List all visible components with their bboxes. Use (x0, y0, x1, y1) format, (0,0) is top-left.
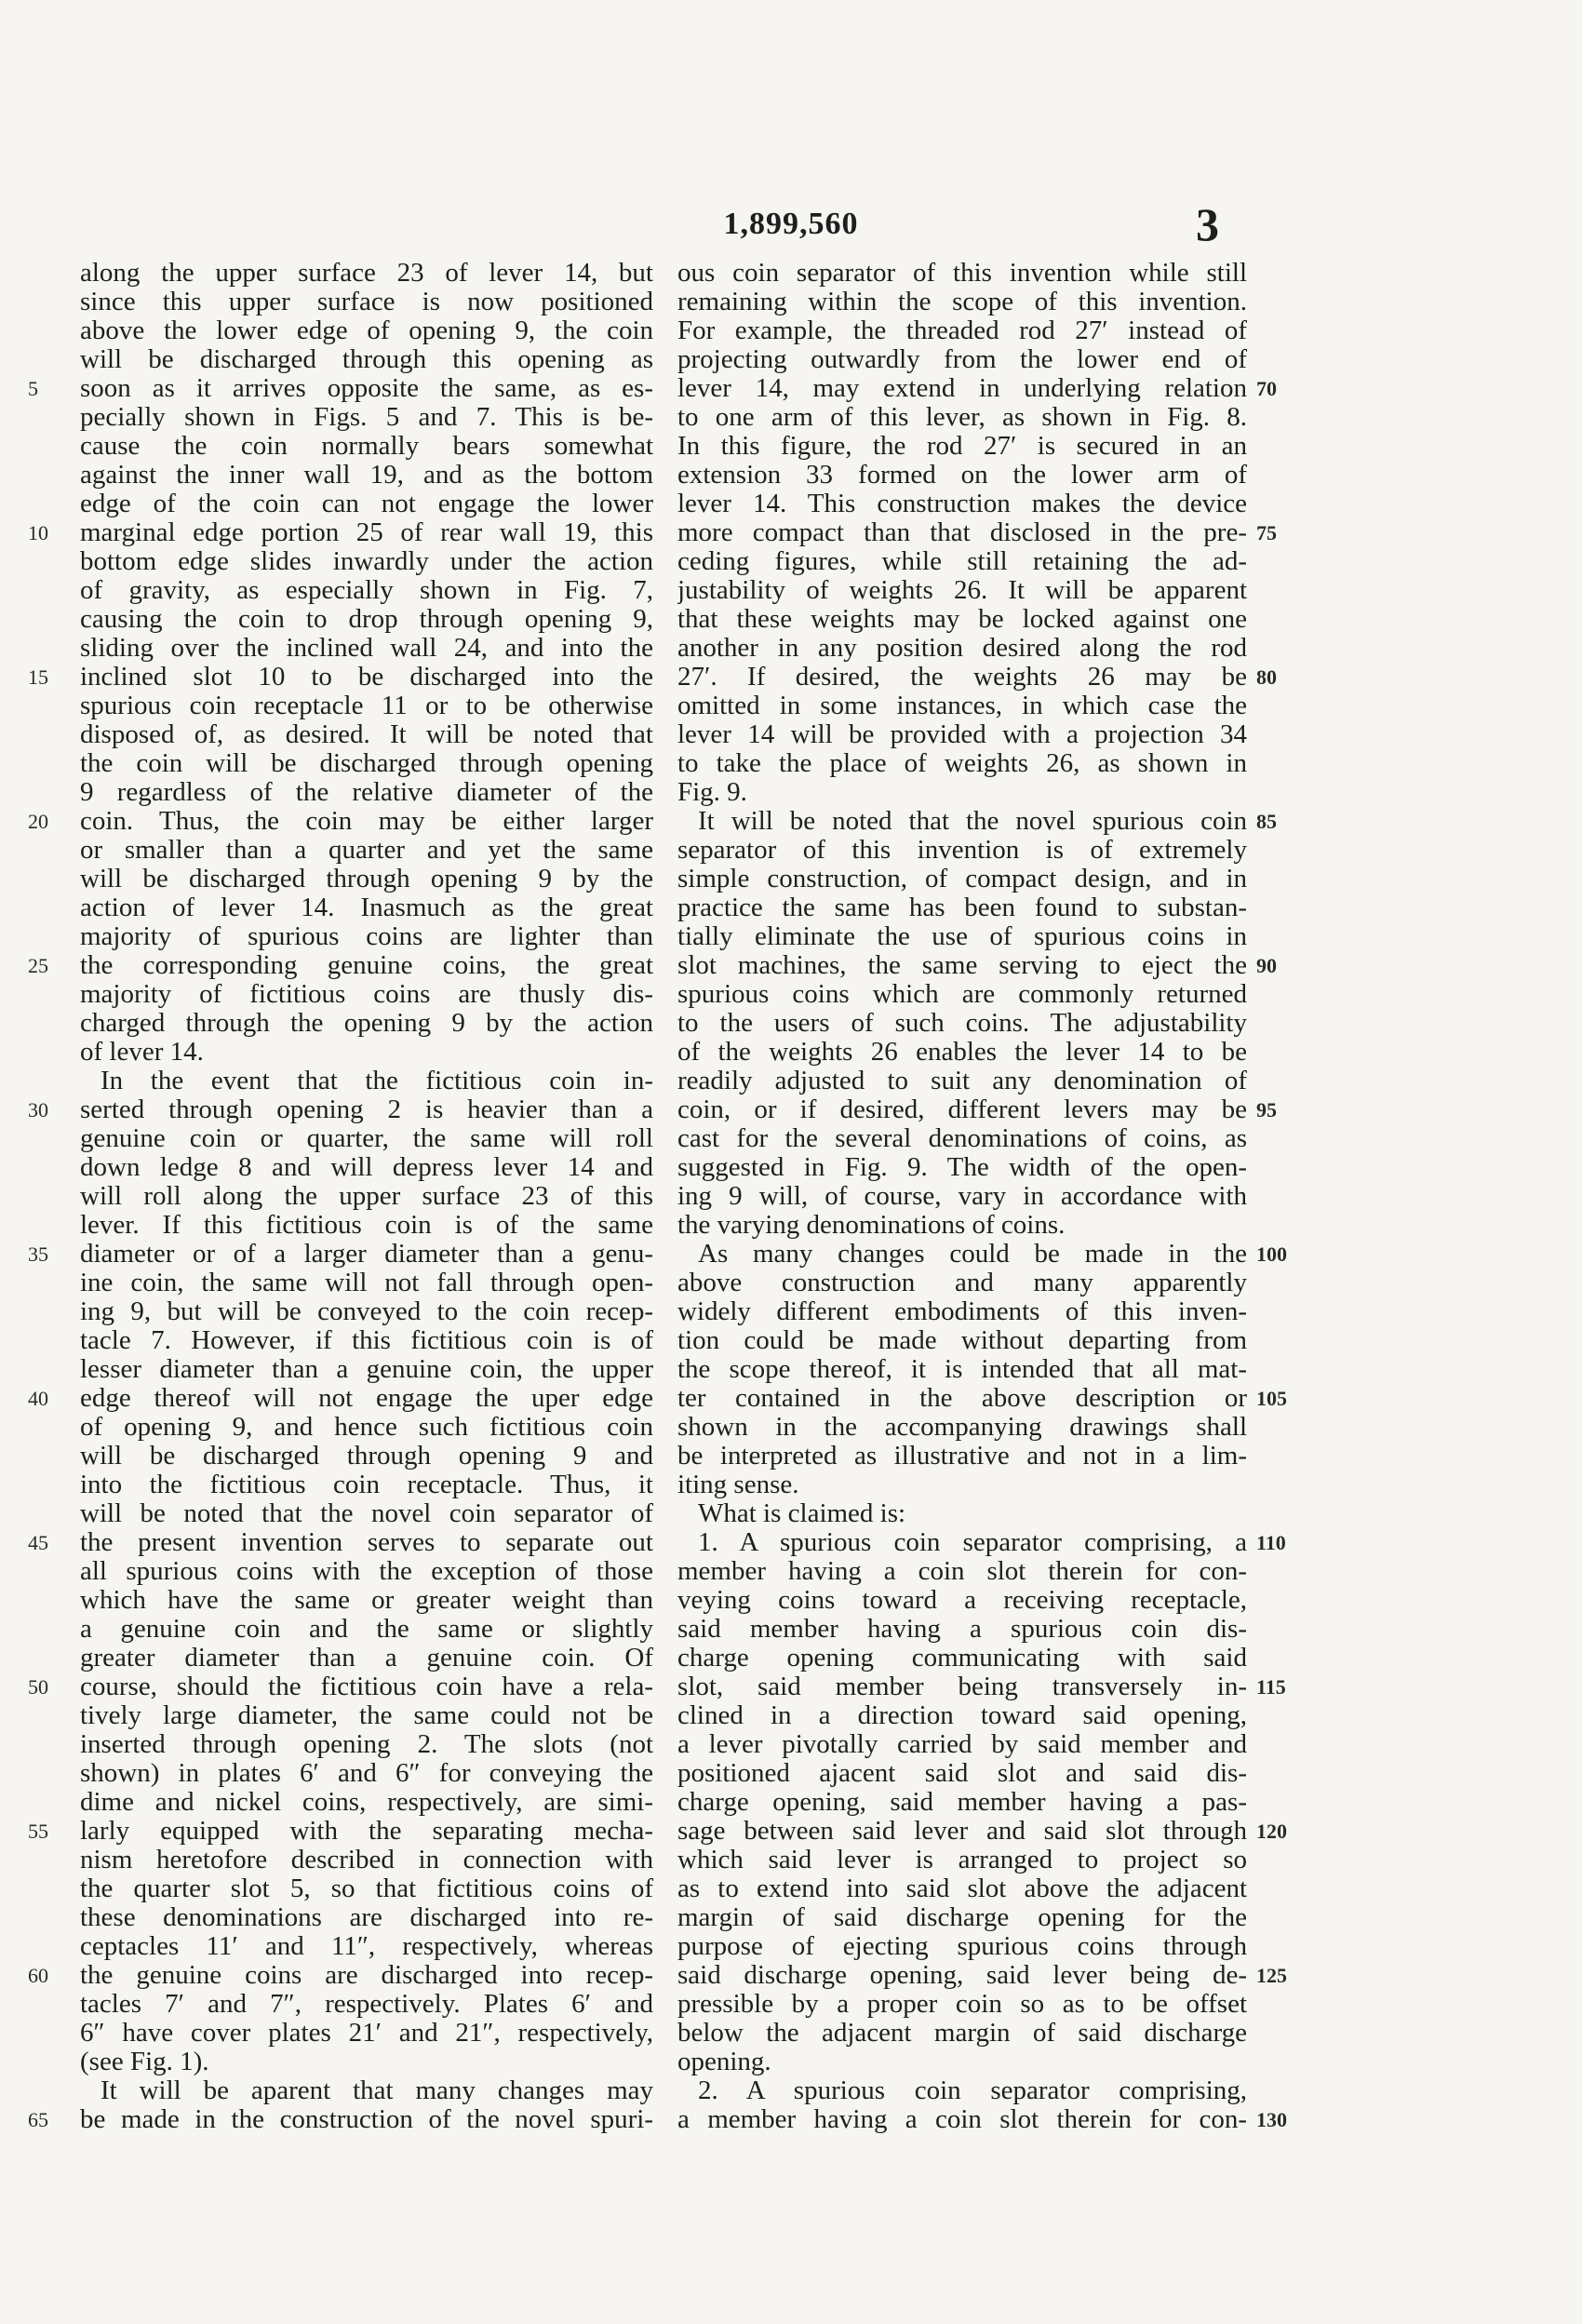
text-line: margin of said discharge opening for the (677, 1903, 1247, 1932)
text-line: opening. (677, 2048, 771, 2076)
text-line: purpose of ejecting spurious coins through (677, 1932, 1247, 1961)
margin-line-number: 125 (1256, 1964, 1287, 1987)
margin-line-number: 80 (1256, 665, 1277, 689)
text-line: of opening 9, and hence such fictitious coin (80, 1413, 653, 1442)
text-line: to take the place of weights 26, as shown in (677, 749, 1247, 778)
text-line: inserted through opening 2. The slots (not (80, 1730, 653, 1759)
margin-line-number: 65 (28, 2108, 48, 2131)
text-line: ine coin, the same will not fall through open- (80, 1269, 653, 1297)
text-line: slot machines, the same serving to eject the (677, 951, 1247, 980)
text-line: along the upper surface 23 of lever 14, but (80, 259, 653, 288)
text-line: For example, the threaded rod 27′ instead of (677, 316, 1247, 345)
text-line: practice the same has been found to substan- (677, 893, 1247, 922)
text-line: coin, or if desired, different levers may be (677, 1095, 1247, 1124)
text-line: be interpreted as illustrative and not in a lim- (677, 1442, 1247, 1471)
text-line: into the fictitious coin receptacle. Thus, it (80, 1471, 653, 1499)
text-line: ing 9, but will be conveyed to the coin recep- (80, 1297, 653, 1326)
text-line: ter contained in the above description or (677, 1384, 1247, 1413)
text-line: to the users of such coins. The adjustability (677, 1009, 1247, 1038)
text-line: Fig. 9. (677, 778, 747, 807)
margin-line-number: 110 (1256, 1531, 1286, 1554)
text-line: tively large diameter, the same could not be (80, 1701, 653, 1730)
margin-line-number: 30 (28, 1098, 48, 1122)
text-line: the varying denominations of coins. (677, 1211, 1066, 1240)
text-line: a lever pivotally carried by said member and (677, 1730, 1247, 1759)
text-line: tacle 7. However, if this fictitious coin is of (80, 1326, 653, 1355)
text-line: action of lever 14. Inasmuch as the great (80, 893, 653, 922)
text-line: as to extend into said slot above the adjacent (677, 1874, 1247, 1903)
text-line: larly equipped with the separating mecha- (80, 1817, 653, 1846)
margin-line-number: 15 (28, 665, 48, 689)
text-line: the scope thereof, it is intended that all mat- (677, 1355, 1247, 1384)
text-line: remaining within the scope of this invention. (677, 288, 1247, 316)
text-line: sliding over the inclined wall 24, and into the (80, 634, 653, 663)
text-line: widely different embodiments of this inven- (677, 1297, 1247, 1326)
text-line: majority of spurious coins are lighter than (80, 922, 653, 951)
text-line: will be discharged through opening 9 and (80, 1442, 653, 1471)
text-line: 9 regardless of the relative diameter of the (80, 778, 653, 807)
text-line: another in any position desired along the rod (677, 634, 1247, 663)
left-text-column (80, 259, 653, 2134)
patent-number: 1,899,560 (723, 207, 859, 241)
margin-line-number: 75 (1256, 521, 1277, 544)
margin-line-number: 70 (1256, 377, 1277, 400)
text-line: cause the coin normally bears somewhat (80, 432, 653, 461)
text-line: genuine coin or quarter, the same will roll (80, 1124, 653, 1153)
text-line: lever 14, may extend in underlying relation (677, 374, 1247, 403)
margin-line-number: 115 (1256, 1675, 1286, 1699)
text-line: It will be noted that the novel spurious coin (698, 807, 1247, 836)
text-line: extension 33 formed on the lower arm of (677, 461, 1247, 490)
text-line: below the adjacent margin of said discharge (677, 2019, 1247, 2048)
text-line: will be discharged through this opening as (80, 345, 653, 374)
margin-line-number: 40 (28, 1387, 48, 1410)
text-line: the corresponding genuine coins, the great (80, 951, 653, 980)
text-line: separator of this invention is of extremely (677, 836, 1247, 865)
right-text-column (677, 259, 1247, 2134)
page-number: 3 (1196, 198, 1219, 250)
text-line: ceding figures, while still retaining the ad- (677, 547, 1247, 576)
text-line: charged through the opening 9 by the action (80, 1009, 653, 1038)
text-line: 6″ have cover plates 21′ and 21″, respectively, (80, 2019, 653, 2048)
margin-line-number: 90 (1256, 954, 1277, 977)
text-line: pecially shown in Figs. 5 and 7. This is be- (80, 403, 653, 432)
text-line: majority of fictitious coins are thusly dis- (80, 980, 653, 1009)
text-line: causing the coin to drop through opening 9, (80, 605, 653, 634)
text-line: greater diameter than a genuine coin. Of (80, 1644, 653, 1672)
text-line: justability of weights 26. It will be apparent (677, 576, 1247, 605)
text-line: slot, said member being transversely in- (677, 1672, 1247, 1701)
text-line: charge opening, said member having a pas- (677, 1788, 1247, 1817)
text-line: above the lower edge of opening 9, the coin (80, 316, 653, 345)
text-line: above construction and many apparently (677, 1269, 1247, 1297)
text-line: ing 9 will, of course, vary in accordance with (677, 1182, 1247, 1211)
text-line: positioned ajacent said slot and said dis- (677, 1759, 1247, 1788)
text-line: cast for the several denominations of coins, as (677, 1124, 1247, 1153)
text-line: nism heretofore described in connection with (80, 1846, 653, 1874)
text-line: 1. A spurious coin separator comprising, a (698, 1528, 1247, 1557)
text-line: coin. Thus, the coin may be either larger (80, 807, 653, 836)
text-line: serted through opening 2 is heavier than a (80, 1095, 653, 1124)
text-line: will roll along the upper surface 23 of this (80, 1182, 653, 1211)
text-line: dime and nickel coins, respectively, are simi- (80, 1788, 653, 1817)
margin-line-number: 105 (1256, 1387, 1287, 1410)
text-line: the present invention serves to separate out (80, 1528, 653, 1557)
text-line: 2. A spurious coin separator comprising, (698, 2076, 1247, 2105)
text-line: edge thereof will not engage the uper edge (80, 1384, 653, 1413)
text-line: spurious coin receptacle 11 or to be otherwise (80, 692, 653, 720)
text-line: the coin will be discharged through opening (80, 749, 653, 778)
margin-line-number: 60 (28, 1964, 48, 1987)
text-line: to one arm of this lever, as shown in Fig. 8. (677, 403, 1247, 432)
text-line: soon as it arrives opposite the same, as es- (80, 374, 653, 403)
text-line: suggested in Fig. 9. The width of the open- (677, 1153, 1247, 1182)
text-line: iting sense. (677, 1471, 799, 1499)
text-line: member having a coin slot therein for con- (677, 1557, 1247, 1586)
text-line: lever 14. This construction makes the device (677, 490, 1247, 518)
text-line: charge opening communicating with said (677, 1644, 1247, 1672)
margin-line-number: 25 (28, 954, 48, 977)
text-line: the quarter slot 5, so that fictitious coins of (80, 1874, 653, 1903)
text-line: a genuine coin and the same or slightly (80, 1615, 653, 1644)
text-line: ous coin separator of this invention while still (677, 259, 1247, 288)
text-line: shown in the accompanying drawings shall (677, 1413, 1247, 1442)
text-line: What is claimed is: (698, 1499, 906, 1528)
text-line: course, should the fictitious coin have a rela- (80, 1672, 653, 1701)
text-line: ceptacles 11′ and 11″, respectively, whereas (80, 1932, 653, 1961)
margin-line-number: 120 (1256, 1820, 1287, 1843)
margin-line-number: 85 (1256, 810, 1277, 833)
margin-line-number: 130 (1256, 2108, 1287, 2131)
text-line: the genuine coins are discharged into recep- (80, 1961, 653, 1990)
text-line: In the event that the fictitious coin in- (101, 1067, 653, 1095)
text-line: will be noted that the novel coin separator of (80, 1499, 653, 1528)
text-line: or smaller than a quarter and yet the same (80, 836, 653, 865)
margin-line-number: 35 (28, 1243, 48, 1266)
margin-line-number: 50 (28, 1675, 48, 1699)
text-line: readily adjusted to suit any denomination of (677, 1067, 1247, 1095)
text-line: tacles 7′ and 7″, respectively. Plates 6′ and (80, 1990, 653, 2019)
text-line: against the inner wall 19, and as the bottom (80, 461, 653, 490)
text-line: inclined slot 10 to be discharged into the (80, 663, 653, 692)
text-line: said discharge opening, said lever being de- (677, 1961, 1247, 1990)
text-line: pressible by a proper coin so as to be offset (677, 1990, 1247, 2019)
text-line: since this upper surface is now positioned (80, 288, 653, 316)
text-line: will be discharged through opening 9 by the (80, 865, 653, 893)
margin-line-number: 55 (28, 1820, 48, 1843)
text-line: lesser diameter than a genuine coin, the upper (80, 1355, 653, 1384)
text-line: marginal edge portion 25 of rear wall 19, this (80, 518, 653, 547)
text-line: edge of the coin can not engage the lower (80, 490, 653, 518)
text-line: simple construction, of compact design, and in (677, 865, 1247, 893)
margin-line-number: 45 (28, 1531, 48, 1554)
text-line: more compact than that disclosed in the pre- (677, 518, 1247, 547)
text-line: down ledge 8 and will depress lever 14 and (80, 1153, 653, 1182)
text-line: lever. If this fictitious coin is of the same (80, 1211, 653, 1240)
margin-line-number: 95 (1256, 1098, 1277, 1122)
text-line: be made in the construction of the novel spuri- (80, 2105, 653, 2134)
text-line: of lever 14. (80, 1038, 204, 1067)
text-line: sage between said lever and said slot through (677, 1817, 1247, 1846)
text-line: shown) in plates 6′ and 6″ for conveying the (80, 1759, 653, 1788)
text-line: lever 14 will be provided with a projection 34 (677, 720, 1247, 749)
margin-line-number: 10 (28, 521, 48, 544)
text-line: omitted in some instances, in which case the (677, 692, 1247, 720)
text-line: In this figure, the rod 27′ is secured in an (677, 432, 1247, 461)
text-line: projecting outwardly from the lower end of (677, 345, 1247, 374)
margin-line-number: 100 (1256, 1243, 1287, 1266)
text-line: said member having a spurious coin dis- (677, 1615, 1247, 1644)
text-line: of gravity, as especially shown in Fig. 7, (80, 576, 653, 605)
text-line: disposed of, as desired. It will be noted that (80, 720, 653, 749)
margin-line-number: 5 (28, 377, 38, 400)
text-line: tion could be made without departing from (677, 1326, 1247, 1355)
text-line: of the weights 26 enables the lever 14 to be (677, 1038, 1247, 1067)
text-line: which said lever is arranged to project so (677, 1846, 1247, 1874)
text-line: spurious coins which are commonly returned (677, 980, 1247, 1009)
text-line: It will be aparent that many changes may (101, 2076, 653, 2105)
text-line: As many changes could be made in the (698, 1240, 1247, 1269)
text-line: these denominations are discharged into re- (80, 1903, 653, 1932)
text-line: (see Fig. 1). (80, 2048, 209, 2076)
text-line: diameter or of a larger diameter than a genu- (80, 1240, 653, 1269)
text-line: tially eliminate the use of spurious coins in (677, 922, 1247, 951)
text-line: 27′. If desired, the weights 26 may be (677, 663, 1247, 692)
text-line: veying coins toward a receiving receptacle, (677, 1586, 1247, 1615)
text-line: a member having a coin slot therein for con- (677, 2105, 1247, 2134)
text-line: bottom edge slides inwardly under the action (80, 547, 653, 576)
text-line: that these weights may be locked against one (677, 605, 1247, 634)
text-line: which have the same or greater weight than (80, 1586, 653, 1615)
text-line: clined in a direction toward said opening, (677, 1701, 1247, 1730)
margin-line-number: 20 (28, 810, 48, 833)
text-line: all spurious coins with the exception of those (80, 1557, 653, 1586)
